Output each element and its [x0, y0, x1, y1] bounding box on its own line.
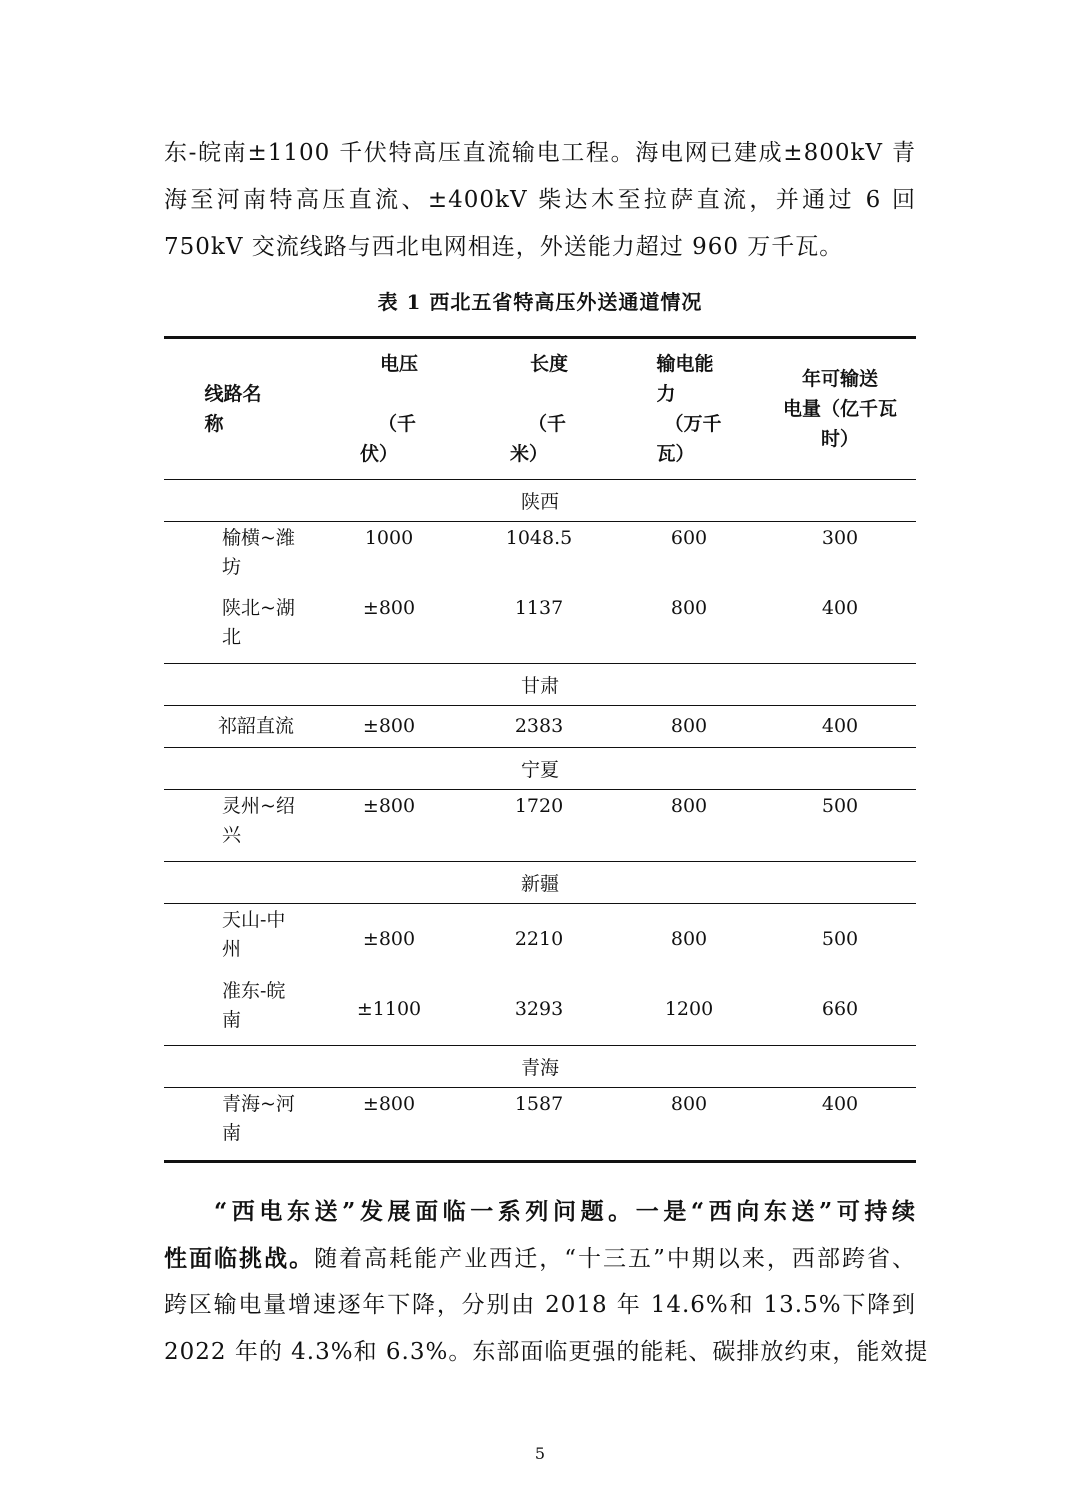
paragraph-line: “西电东送”发展面临一系列问题。一是“西向东送”可持续	[214, 1198, 916, 1225]
paragraph-line: 性面临挑战。随着高耗能产业西迁，“十三五”中期以来，西部跨省、	[164, 1245, 916, 1272]
header-voltage: 电压 （千 伏）	[359, 353, 418, 465]
table-row: 陕北~湖 北 ±800 1137 800 400	[222, 596, 859, 648]
paragraph-line: 2022 年的 4.3%和 6.3%。东部面临更强的能耗、碳排放约束，能效提	[164, 1339, 929, 1365]
table-row: 天山-中 州 ±800 2210 800 500	[222, 909, 859, 960]
table-row: 榆横~潍 坊 1000 1048.5 600 300	[222, 527, 859, 578]
header-line-name: 线路名 称	[204, 383, 262, 435]
header-annual-energy: 年可输送 电量（亿千瓦 时）	[782, 368, 897, 450]
table-row: 灵州~绍 兴 ±800 1720 800 500	[222, 795, 859, 846]
province-row-qinghai: 青海	[164, 1046, 916, 1088]
paragraph-line: 东-皖南±1100 千伏特高压直流输电工程。海电网已建成±800kV 青	[164, 140, 916, 166]
province-row-xinjiang: 新疆	[164, 862, 916, 904]
paragraph-line: 跨区输电量增速逐年下降，分别由 2018 年 14.6%和 13.5%下降到	[164, 1292, 916, 1318]
page-number: 5	[534, 1444, 546, 1463]
province-row-ningxia: 宁夏	[164, 748, 916, 790]
header-capacity: 输电能 力 （万千 瓦）	[656, 353, 722, 465]
table-row: 祁韶直流 ±800 2383 800 400	[218, 715, 859, 737]
table-row: 青海~河 南 ±800 1587 800 400	[164, 1088, 916, 1162]
paragraph-line: 750kV 交流线路与西北电网相连，外送能力超过 960 万千瓦。	[164, 234, 844, 260]
header-length: 长度 （千 米）	[509, 353, 568, 465]
paragraph-line: 海至河南特高压直流、±400kV 柴达木至拉萨直流，并通过 6 回	[164, 187, 916, 213]
transmission-table	[164, 336, 916, 1163]
body-paragraph	[164, 1188, 929, 1376]
province-row-shaanxi: 陕西	[164, 480, 916, 522]
province-row-gansu: 甘肃	[164, 664, 916, 706]
intro-paragraph	[164, 130, 916, 271]
table-header-row	[164, 338, 916, 480]
table-row: 准东-皖 南 ±1100 3293 1200 660	[222, 979, 859, 1031]
table-caption: 表 1 西北五省特高压外送通道情况	[377, 290, 703, 314]
